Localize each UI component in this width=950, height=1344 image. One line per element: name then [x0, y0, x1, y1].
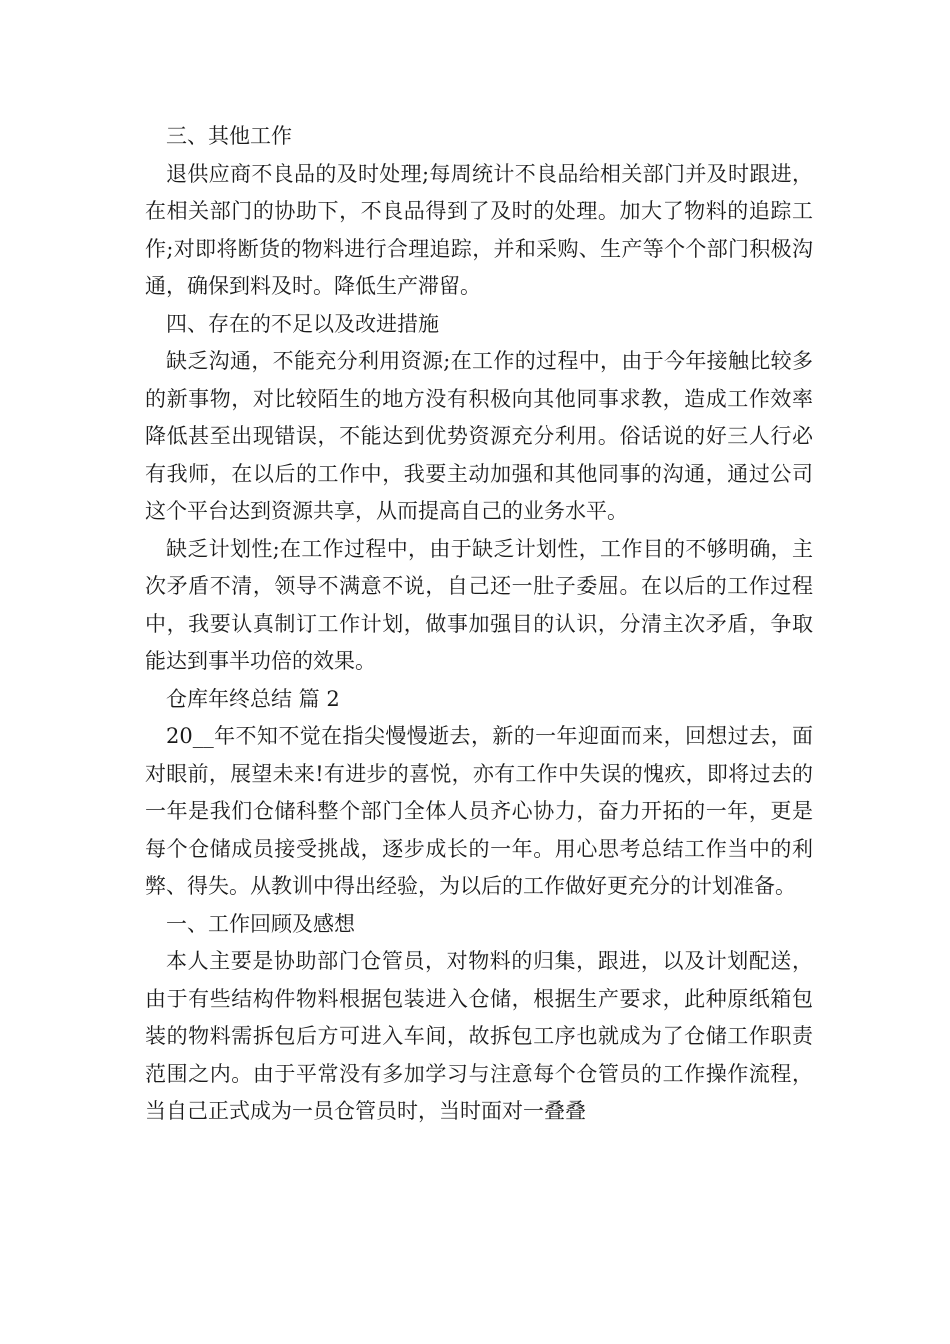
paragraph-work-duties: 本人主要是协助部门仓管员，对物料的归集，跟进，以及计划配送，由于有些结构件物料根据包装进入仓储，根据生产要求，此种原纸箱包装的物料需拆包后方可进入车间，故拆包工序也就成为了仓储工作职责范围之内。由于平常没有多加学习与注意每个仓管员的工作操作流程，当自己正式成为一员仓管员时，当时面对一叠叠	[145, 949, 813, 1123]
paragraph-lack-of-planning: 缺乏计划性;在工作过程中，由于缺乏计划性，工作目的不够明确，主次矛盾不清，领导不满意不说，自己还一肚子委屈。在以后的工作过程中，我要认真制订工作计划，做事加强目的认识，分清主次矛盾，争取能达到事半功倍的效果。	[145, 536, 813, 673]
section-heading-work-review: 一、工作回顾及感想	[166, 911, 355, 936]
article-heading-part-2: 仓库年终总结 篇 2	[166, 686, 340, 711]
section-heading-other-work: 三、其他工作	[166, 124, 292, 148]
paragraph-year-review-intro: 20__年不知不觉在指尖慢慢逝去，新的一年迎面而来，回想过去，面对眼前，展望未来!有进步的喜悦，亦有工作中失误的愧疚，即将过去的一年是我们仓储科整个部门全体人员齐心协力，奋力开拓的一年，更是每个仓储成员接受挑战，逐步成长的一年。用心思考总结工作当中的利弊、得失。从教训中得出经验，为以后的工作做好更充分的计划准备。	[145, 724, 813, 898]
section-heading-shortcomings: 四、存在的不足以及改进措施	[166, 311, 439, 336]
paragraph-lack-of-communication: 缺乏沟通，不能充分利用资源;在工作的过程中，由于今年接触比较多的新事物，对比较陌生的地方没有积极向其他同事求教，造成工作效率降低甚至出现错误，不能达到优势资源充分利用。俗话说的好三人行必有我师，在以后的工作中，我要主动加强和其他同事的沟通，通过公司这个平台达到资源共享，从而提高自己的业务水平。	[145, 349, 813, 523]
paragraph-supplier-defects: 退供应商不良品的及时处理;每周统计不良品给相关部门并及时跟进，在相关部门的协助下，不良品得到了及时的处理。加大了物料的追踪工作;对即将断货的物料进行合理追踪，并和采购、生产等个个部门积极沟通，确保到料及时。降低生产滞留。	[145, 161, 813, 298]
document-body	[145, 118, 813, 1131]
